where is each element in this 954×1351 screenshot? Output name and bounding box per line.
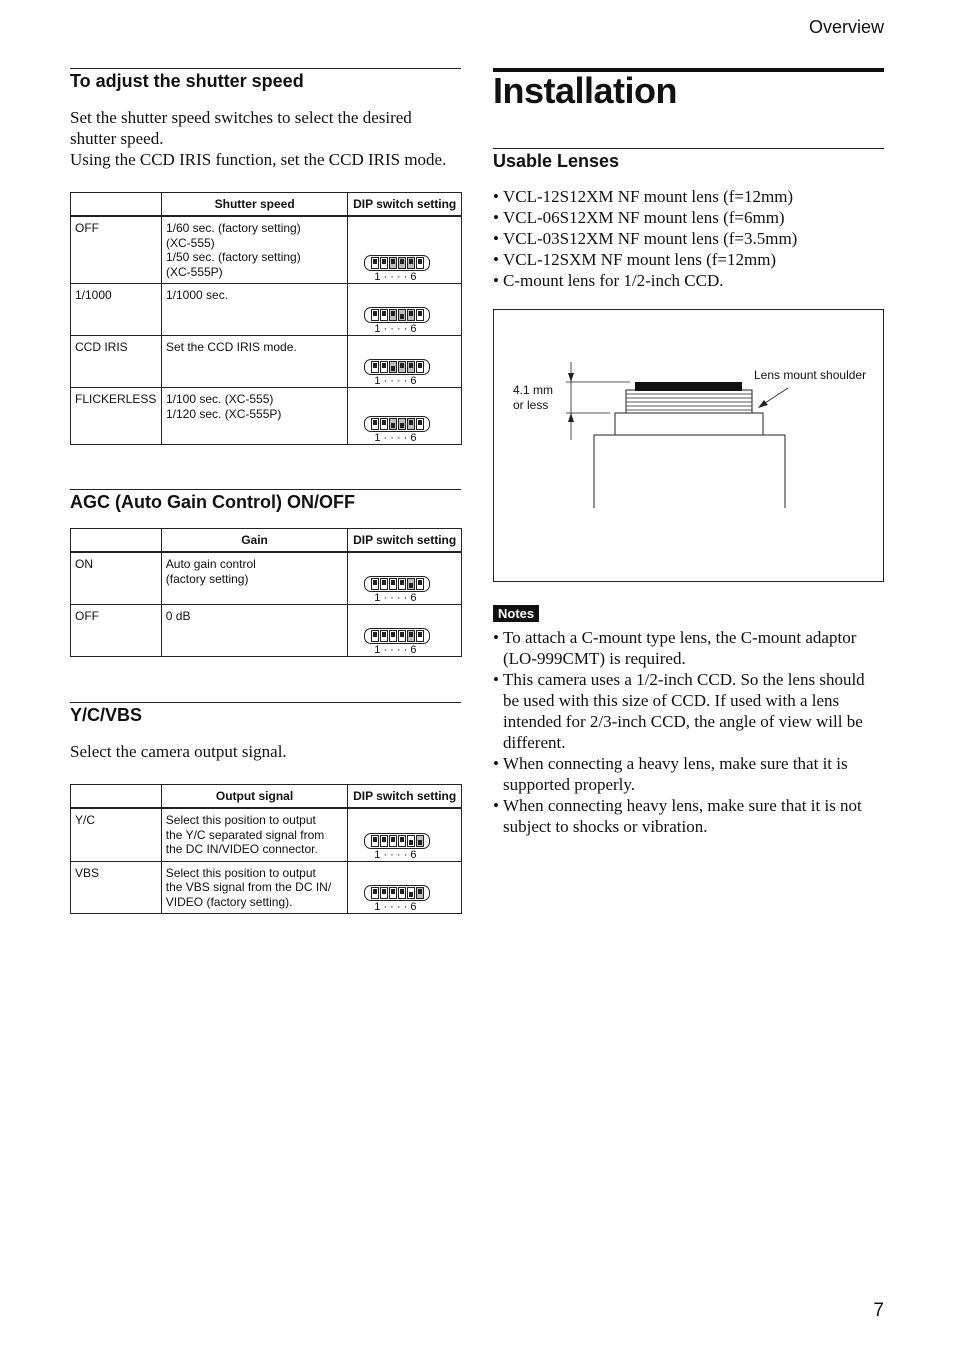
list-item: • VCL-03S12XM NF mount lens (f=3.5mm)	[493, 228, 884, 249]
page-title: Installation	[493, 70, 678, 111]
desc-line: 1/50 sec. (factory setting)	[165, 250, 301, 264]
dimension-value: 4.1 mm	[513, 383, 554, 397]
dip-switch-icon	[364, 255, 430, 271]
row-name: FLICKERLESS	[71, 388, 162, 445]
row-description	[161, 552, 347, 604]
dip-position-label: 1 · · · · 6	[374, 323, 417, 335]
shutter-heading: To adjust the shutter speed	[70, 71, 304, 91]
section-rule	[70, 68, 461, 69]
dip-setting-cell	[348, 861, 462, 914]
header-dip-switch: DIP switch setting	[348, 529, 462, 553]
desc-line: (XC-555)	[165, 235, 215, 250]
desc-line: 0 dB	[165, 608, 191, 623]
dimension-label	[513, 383, 553, 413]
shoulder-label: Lens mount shoulder	[754, 368, 867, 382]
header-empty	[71, 529, 162, 553]
header-empty	[71, 193, 162, 217]
row-name: ON	[71, 552, 162, 604]
row-description	[161, 604, 347, 656]
table-row	[71, 808, 462, 861]
dip-position-label: 1 · · · · 6	[374, 432, 417, 444]
notes-label: Notes	[493, 605, 539, 622]
lens-list	[493, 186, 884, 291]
header-dip-switch: DIP switch setting	[348, 785, 462, 809]
row-name: VBS	[71, 861, 162, 914]
desc-line: the Y/C separated signal from	[165, 827, 325, 842]
dip-switch-icon	[364, 307, 430, 323]
shutter-intro-line1: Set the shutter speed switches to select the desired shutter speed.	[70, 108, 412, 148]
list-item: • When connecting a heavy lens, make sure that it is supported properly.	[493, 753, 884, 795]
table-row	[71, 284, 462, 336]
dip-setting-cell	[348, 216, 462, 284]
row-description	[161, 284, 347, 336]
agc-table	[70, 528, 462, 657]
dip-position-label: 1 · · · · 6	[374, 901, 417, 913]
table-header-row	[71, 193, 462, 217]
dip-switch-icon	[364, 359, 430, 375]
agc-heading: AGC (Auto Gain Control) ON/OFF	[70, 492, 355, 512]
section-rule	[70, 489, 461, 490]
row-name: 1/1000	[71, 284, 162, 336]
dip-setting-cell	[348, 284, 462, 336]
list-item: • VCL-06S12XM NF mount lens (f=6mm)	[493, 207, 884, 228]
table-row	[71, 861, 462, 914]
ycvbs-table	[70, 784, 462, 914]
list-item: • VCL-12SXM NF mount lens (f=12mm)	[493, 249, 884, 270]
table-row	[71, 388, 462, 445]
header-gain: Gain	[161, 529, 347, 553]
dip-setting-cell	[348, 808, 462, 861]
row-description	[161, 336, 347, 388]
ycvbs-heading: Y/C/VBS	[70, 705, 143, 725]
list-item: • To attach a C-mount type lens, the C-mount adaptor (LO-999CMT) is required.	[493, 627, 884, 669]
notes-badge	[493, 605, 539, 623]
row-name: OFF	[71, 604, 162, 656]
shutter-table	[70, 192, 462, 445]
shutter-intro-line2: Using the CCD IRIS function, set the CCD IRIS mode.	[70, 150, 447, 169]
desc-line: Select this position to output	[165, 813, 316, 827]
desc-line: (XC-555P)	[165, 264, 223, 279]
desc-line: Select this position to output	[165, 865, 316, 880]
list-item: • When connecting heavy lens, make sure that it is not subject to shocks or vibration.	[493, 795, 884, 837]
table-row	[71, 552, 462, 604]
ycvbs-intro: Select the camera output signal.	[70, 742, 287, 761]
row-name: OFF	[71, 216, 162, 284]
desc-line: (factory setting)	[165, 571, 249, 586]
lens-mount-diagram	[494, 310, 883, 581]
dip-setting-cell	[348, 336, 462, 388]
dip-position-label: 1 · · · · 6	[374, 643, 417, 656]
dip-switch-icon	[364, 416, 430, 432]
desc-line: 1/120 sec. (XC-555P)	[165, 406, 282, 421]
shutter-intro	[70, 107, 450, 170]
dip-switch-icon	[364, 833, 430, 849]
lens-mount-figure	[493, 309, 884, 582]
row-description	[161, 388, 347, 445]
notes-list	[493, 627, 884, 837]
desc-line: the DC IN/VIDEO connector.	[165, 842, 318, 856]
table-header-row	[71, 529, 462, 553]
desc-line: Set the CCD IRIS mode.	[165, 340, 297, 354]
dip-switch-icon	[364, 628, 430, 644]
running-head: Overview	[808, 17, 884, 37]
header-output-signal: Output signal	[161, 785, 348, 809]
section-rule	[70, 702, 461, 703]
row-name: CCD IRIS	[71, 336, 162, 388]
desc-line: Auto gain control	[165, 557, 256, 571]
table-row	[71, 604, 462, 656]
desc-line: VIDEO (factory setting).	[165, 894, 293, 909]
page-number: 7	[873, 1300, 884, 1321]
header-empty	[71, 785, 162, 809]
table-row	[71, 336, 462, 388]
dip-position-label: 1 · · · · 6	[374, 271, 417, 283]
row-name: Y/C	[71, 808, 162, 861]
dip-setting-cell	[348, 388, 462, 445]
list-item: • C-mount lens for 1/2-inch CCD.	[493, 270, 884, 291]
desc-line: 1/1000 sec.	[165, 288, 229, 302]
dip-setting-cell	[348, 604, 462, 656]
row-description	[161, 808, 348, 861]
desc-line: 1/60 sec. (factory setting)	[165, 221, 301, 235]
list-item: • VCL-12S12XM NF mount lens (f=12mm)	[493, 186, 884, 207]
header-shutter-speed: Shutter speed	[161, 193, 347, 217]
dimension-qualifier: or less	[513, 398, 549, 412]
table-row	[71, 216, 462, 284]
dip-position-label: 1 · · · · 6	[374, 848, 417, 861]
desc-line: 1/100 sec. (XC-555)	[165, 392, 274, 406]
row-description	[161, 861, 348, 914]
dip-position-label: 1 · · · · 6	[374, 375, 417, 387]
table-header-row	[71, 785, 462, 809]
row-description	[161, 216, 347, 284]
dip-switch-icon	[364, 576, 430, 592]
list-item: • This camera uses a 1/2-inch CCD. So the lens should be used with this size of CCD. If used with a lens intended for 2/3-inch CCD, the angle of view will be different.	[493, 669, 884, 753]
dip-setting-cell	[348, 552, 462, 604]
dip-position-label: 1 · · · · 6	[374, 591, 417, 604]
desc-line: the VBS signal from the DC IN/	[165, 880, 332, 894]
section-rule	[493, 148, 884, 149]
dip-switch-icon	[364, 885, 430, 901]
header-dip-switch: DIP switch setting	[348, 193, 462, 217]
lenses-heading: Usable Lenses	[493, 151, 620, 171]
